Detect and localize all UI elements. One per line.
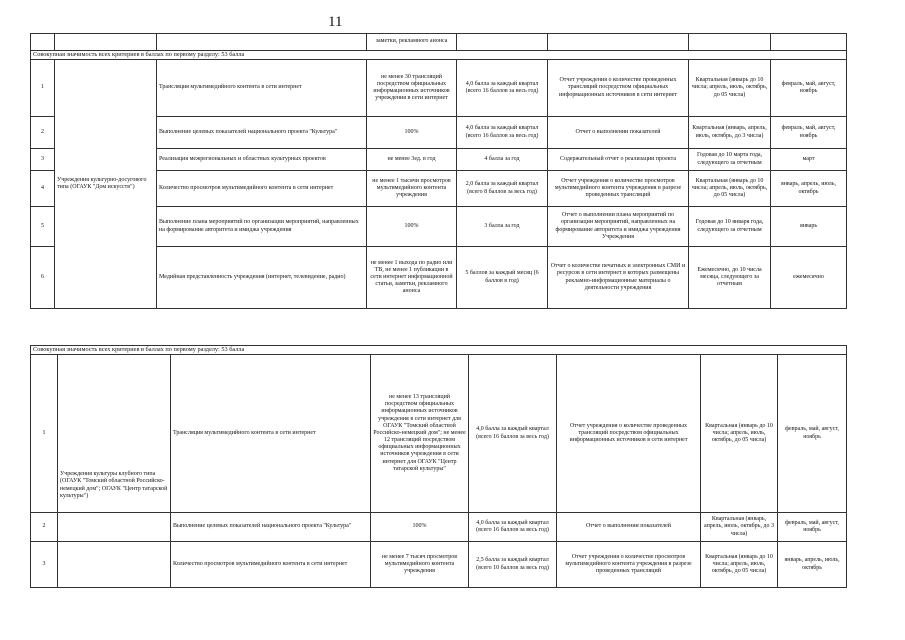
institution-cell: Учреждения культурно-досугового типа (ОГАУК "Дом искусств") [55,60,157,309]
norm-cell: заметки, рекламного анонса [367,34,457,51]
points-cell: 2,0 балла за каждый квартал (всего 8 баллов за весь год) [457,171,548,207]
row-number: 2 [31,513,58,542]
table-row [31,542,847,588]
frequency-cell: Квартальная (январь до 10 числа; апрель, июль, октябрь, до 05 числа) [689,60,771,117]
norm-cell: не менее 3ед. в год [367,149,457,171]
row-number: 3 [31,542,58,588]
table-row [31,60,847,117]
frequency-cell: Квартальная (январь до 10 числа; апрель, июль, октябрь, до 05 числа) [689,171,771,207]
report-cell: Отчет учреждения о количестве проведенных трансляций посредством официальных информационных источников в сети интернет [557,355,701,513]
table-row [31,355,847,513]
row-number: 4 [31,171,55,207]
norm-cell: 100% [371,513,469,542]
summary-row [31,346,847,355]
table-row [31,34,847,51]
summary-text: Совокупная значимость всех критериев в баллах по первому разделу: 53 балла [31,51,847,60]
norm-cell: не менее 7 тысяч просмотров мультимедийного контента учреждения [371,542,469,588]
points-cell: 4,0 балла за каждый квартал (всего 16 баллов за весь год) [469,513,557,542]
row-number: 2 [31,117,55,149]
indicator-cell: Трансляция мультимедийного контента в сети интернет [157,60,367,117]
frequency-cell: Ежемесячно, до 10 числа месяца, следующего за отчетным [689,247,771,309]
report-cell: Отчет о количестве печатных и электронных СМИ и ресурсов в сети интернет в которых размещены рекламно-информационные материалы о деятельности учреждения [548,247,689,309]
report-cell: Отчет о выполнении плана мероприятий по организации мероприятий, направленных на формирование авторитета и имиджа учреждения Учреждения [548,207,689,247]
points-cell: 4,0 балла за каждый квартал (всего 16 баллов за весь год) [469,355,557,513]
frequency-cell: Квартальная (январь до 10 числа; апрель, июль, октябрь, до 05 числа) [701,355,778,513]
norm-cell: не менее 30 трансляций посредством официальных информационных источников учреждения в сети интернет [367,60,457,117]
months-cell: февраль, май, август, ноябрь [771,117,847,149]
page-number: 11 [328,14,343,30]
points-cell: 5 баллов за каждый месяц (6 баллов в год) [457,247,548,309]
frequency-cell: Годовая до 10 января года, следующего за отчетным [689,207,771,247]
months-cell: март [771,149,847,171]
table-row [31,513,847,542]
frequency-cell: Квартальная (январь до 10 числа; апрель, июль, октябрь, до 05 числа) [701,542,778,588]
points-cell: 4,0 балла за каждый квартал (всего 16 баллов за весь год) [457,60,548,117]
indicator-cell: Выполнение целевых показателей национального проекта "Культура" [157,117,367,149]
norm-cell: не менее 13 трансляций посредством официальных информационных источников учреждения в сети интернет для ОГАУК "Томский областной Российско-немецкий дом"; не менее 12 трансляций посредством официальных информационных источников учреждения в сети интернет для ОГАУК "Центр татарской культуры" [371,355,469,513]
report-cell: Отчет учреждения о количестве просмотров мультимедийного контента учреждения в разрезе проведенных трансляций [557,542,701,588]
institution-cell: Учреждения культуры клубного типа (ОГАУК "Томский областной Российско-немецкий дом"; ОГАУК "Центр татарской культуры") [58,355,171,513]
months-cell: февраль, май, август, ноябрь [778,513,847,542]
months-cell: январь, апрель, июль, октябрь [778,542,847,588]
months-cell: февраль, май, август, ноябрь [778,355,847,513]
report-cell: Отчет о выполнении показателей [557,513,701,542]
points-cell: 4,0 балла за каждый квартал (всего 16 баллов за весь год) [457,117,548,149]
months-cell: ежемесячно [771,247,847,309]
norm-cell: 100% [367,207,457,247]
row-number: 6 [31,247,55,309]
norm-cell: не менее 1 тысячи просмотров мультимедийного контента учреждения [367,171,457,207]
row-number: 5 [31,207,55,247]
indicator-cell: Выполнение целевых показателей национального проекта "Культура" [171,513,371,542]
frequency-cell: Квартальная (январь, апрель, июль, октябрь, до 3 числа) [701,513,778,542]
months-cell: январь [771,207,847,247]
frequency-cell: Годовая до 10 марта года, следующего за отчетным [689,149,771,171]
summary-row [31,51,847,60]
report-cell: Содержательный отчет о реализации проекта [548,149,689,171]
report-cell: Отчет учреждения о количестве просмотров мультимедийного контента учреждения в разрезе проведенных трансляций [548,171,689,207]
indicator-cell: Реализация межрегиональных и областных культурных проектов [157,149,367,171]
norm-cell: 100% [367,117,457,149]
report-cell: Отчет учреждения о количестве проведенных трансляций посредством официальных информационных источников в сети интернет [548,60,689,117]
row-number: 1 [31,60,55,117]
indicator-cell: Медийная представленность учреждения (интернет, телевидение, радио) [157,247,367,309]
report-cell: Отчет о выполнении показателей [548,117,689,149]
norm-cell: не менее 1 выхода по радио или ТВ, не менее 1 публикации в сети интернет информационной статьи, заметки, рекламного анонса [367,247,457,309]
criteria-table-2 [30,345,847,588]
points-cell: 4 балла за год [457,149,548,171]
indicator-cell: Количество просмотров мультимедийного контента в сети интернет [157,171,367,207]
points-cell: 3 балла за год [457,207,548,247]
criteria-table-1 [30,33,847,309]
row-number: 1 [31,355,58,513]
summary-text: Совокупная значимость всех критериев в баллах по первому разделу: 53 балла [31,346,847,355]
row-number: 3 [31,149,55,171]
indicator-cell: Выполнение плана мероприятий по организации мероприятий, направленных на формирование авторитета и имиджа учреждения [157,207,367,247]
months-cell: февраль, май, август, ноябрь [771,60,847,117]
frequency-cell: Квартальная (январь, апрель, июль, октябрь, до 3 числа) [689,117,771,149]
indicator-cell: Количество просмотров мультимедийного контента в сети интернет [171,542,371,588]
months-cell: январь, апрель, июль, октябрь [771,171,847,207]
points-cell: 2,5 балла за каждый квартал (всего 10 баллов за весь год) [469,542,557,588]
indicator-cell: Трансляция мультимедийного контента в сети интернет [171,355,371,513]
